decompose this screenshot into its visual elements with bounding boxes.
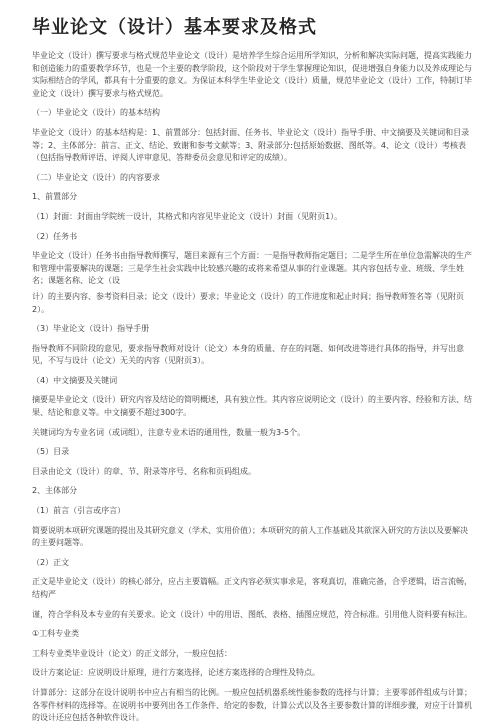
body-paragraph: 计算部分：这部分在设计说明书中应占有相当的比例。一般应包括机器系统性能参数的选择与计算；主要零部件组成与计算；各零件材料的选择等。在说明书中要列出各工作条件、给定的参数，计算公式以及各主要参数计算的详细步骤，对应于计算机的设计还应包括各种软件设计。: [32, 687, 472, 723]
body-paragraph: 正文是毕业论文（设计）的核心部分，应占主要篇幅。正文内容必须实事求是，客观真切，准确完备，合乎逻辑，语言流畅，结构严: [32, 577, 472, 599]
intro-paragraph: 毕业论文（设计）撰写要求与格式规范毕业论文（设计）是培养学生综合运用所学知识，分析和解决实际问题，提高实践能力和创造能力的重要教学环节，也是一个主要的教学阶段，这个阶段对于学生掌握理论知识，促进增强自身能力以及养成理论与实际相结合的学风，都具有十分重要的意义。为保证本科学生毕业论文（设计）质量，规范毕业论文（设计）工作，特制订毕业论文（设计）撰写要求与格式规范。: [32, 51, 472, 98]
subsection-heading: 2、主体部分: [32, 486, 78, 496]
body-paragraph: 关键词均为专业名词（或词组），注意专业术语的通用性，数量一般为3-5个。: [32, 427, 306, 437]
body-paragraph: 工科专业类毕业设计（论文）的正文部分，一般应包括：: [32, 648, 232, 658]
item-heading: （2）任务书: [32, 231, 78, 241]
item-heading: （3）毕业论文（设计）指导手册: [32, 324, 150, 334]
item-heading: ①工科专业类: [32, 629, 80, 639]
subsection-heading: 1、前置部分: [32, 192, 78, 202]
body-paragraph: 目录由论文（设计）的章、节、附录等序号、名称和页码组成。: [32, 466, 256, 476]
body-paragraph: 毕业论文（设计）的基本结构是：1、前置部分：包括封面、任务书、毕业论文（设计）指导手册、中文摘要及关键词和目录等；2、主体部分：前言、正文、结论、致谢和参考文献等；3、附录部分:包括原始数据、图纸等。4、论文（设计）考核表（包括指导教师评语、评阅人评审意见、答辩委员会意见和评定的成绩）。: [32, 127, 470, 163]
body-paragraph: 指导教师不同阶段的意见，要求指导教师对设计（论文）本身的质量、存在的问题、如何改进等进行具体的指导，并写出意见，不写与设计（论文）无关的内容（见附页3）。: [32, 343, 464, 366]
body-paragraph: 设计方案论证：应说明设计原理，进行方案选择，论述方案选择的合理性及特点。: [32, 668, 320, 678]
section-heading: （二）毕业论文（设计）的内容要求: [32, 172, 160, 182]
body-paragraph: 简要说明本项研究课题的提出及其研究意义（学术、实用价值）；本项研究的前人工作基础及其欲深入研究的方法以及要解决的主要问题等。: [32, 525, 468, 548]
body-paragraph: 计）的主要内容、参考资料目录；论文（设计）要求；毕业论文（设计）的工作进度和起止时间；指导教师签名等（见附页2）。: [32, 291, 464, 314]
section-heading: （一）毕业论文（设计）的基本结构: [32, 108, 160, 118]
item-heading: （1）前言（引言或序言）: [32, 506, 126, 516]
item-heading: （5）目录: [32, 447, 70, 457]
item-heading: （2）正文: [32, 557, 70, 567]
item-heading: （4）中文摘要及关键词: [32, 375, 118, 385]
body-paragraph: 摘要是毕业论文（设计）研究内容及结论的简明概述，具有独立性。其内容应说明论文（设计）的主要内容、经验和方法、结果、结论和意义等。中文摘要不超过300字。: [32, 395, 472, 418]
body-paragraph: 毕业论文（设计）任务书由指导教师撰写，题目来源有三个方面：一是指导教师指定题目；二是学生所在单位急需解决的生产和管理中需要解决的课题；三是学生社会实践中比较感兴趣的或将来希望从事的行业课题。其内容包括专业、班级、学生姓名；课题名称、论文（设: [32, 251, 472, 286]
body-paragraph: 谨，符合学科及本专业的有关要求。论文（设计）中的用语、图纸、表格、插图应规范，符合标准。引用他人资料要有标注。: [32, 609, 472, 619]
page-title: 毕业论文（设计）基本要求及格式: [32, 17, 317, 38]
body-paragraph: （1）封面：封面由学院统一设计，其格式和内容见毕业论文（设计）封面（见附页1）。: [32, 211, 343, 221]
